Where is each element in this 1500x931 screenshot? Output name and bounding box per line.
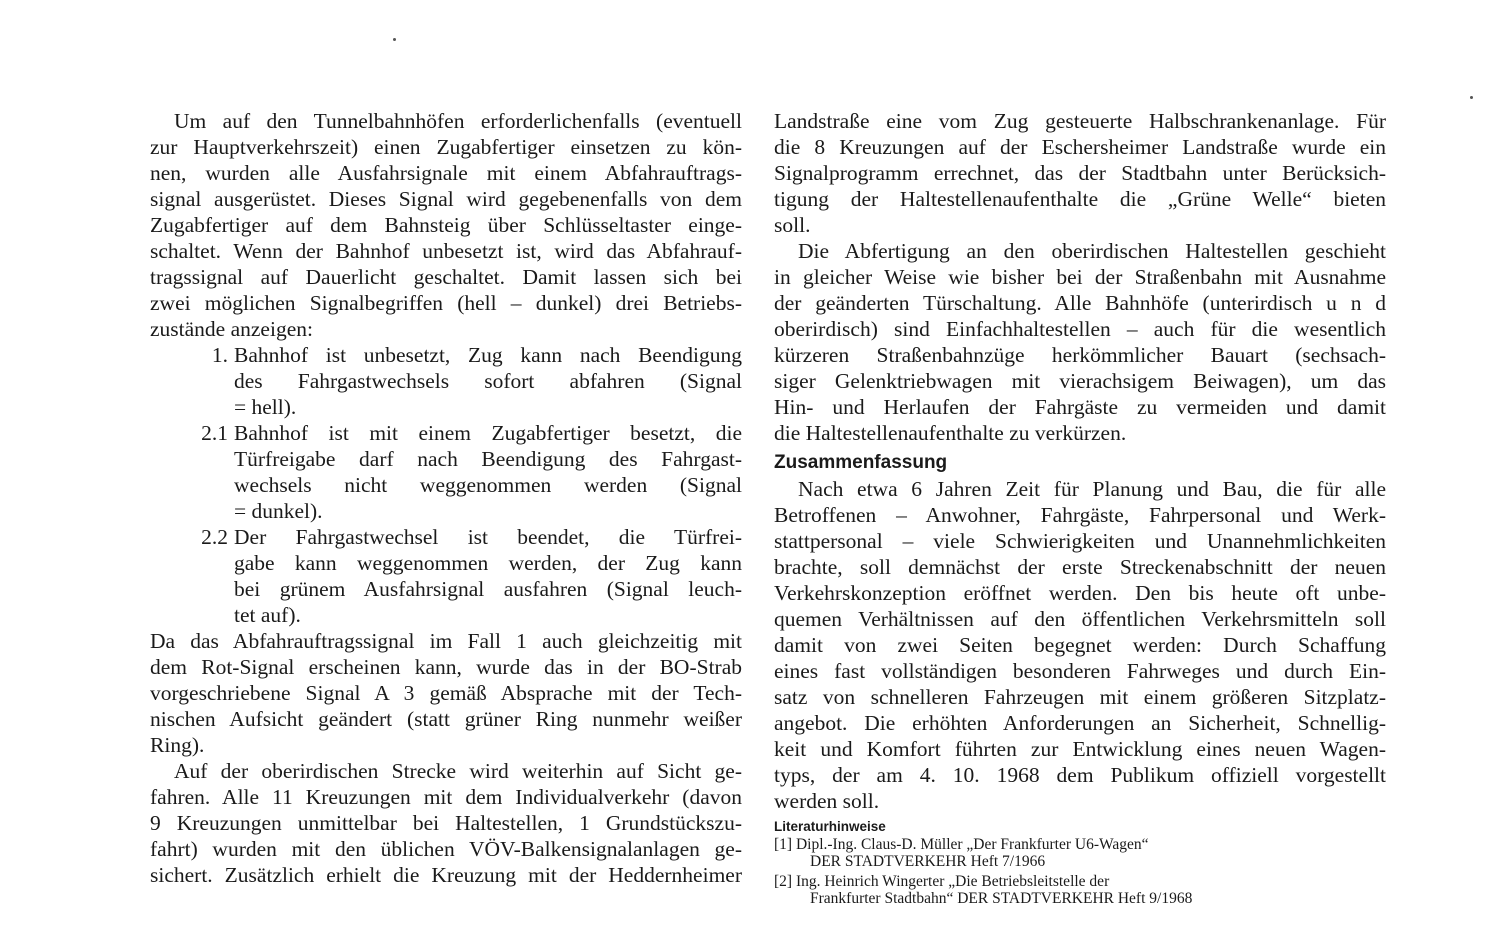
list-item — [188, 524, 742, 628]
text-line: Bahnhof ist unbesetzt, Zug kann nach Beendigung — [234, 343, 742, 367]
text-line: = dunkel). — [234, 499, 323, 523]
text-line: gabe kann weggenommen werden, der Zug kann — [234, 551, 742, 575]
text-line: dem Rot-Signal erscheinen kann, wurde das in der BO-Strab — [150, 655, 742, 679]
text-line: = hell). — [234, 395, 297, 419]
text-line: kürzeren Straßenbahnzüge herkömmlicher Bauart (sechsach- — [774, 343, 1386, 367]
text-line: soll. — [774, 213, 811, 237]
left-column — [150, 108, 742, 888]
list-item-body — [234, 342, 742, 420]
text-line: typs, der am 4. 10. 1968 dem Publikum offiziell vorgestellt — [774, 763, 1386, 787]
text-line: signal ausgerüstet. Dieses Signal wird gegebenenfalls von dem — [150, 187, 742, 211]
text-line: Signalprogramm errechnet, das der Stadtbahn unter Berücksich- — [774, 161, 1386, 185]
text-line: 9 Kreuzungen unmittelbar bei Haltestellen, 1 Grundstückszu- — [150, 811, 742, 835]
text-line: des Fahrgastwechsels sofort abfahren (Signal — [234, 369, 742, 393]
text-line: siger Gelenktriebwagen mit vierachsigem Beiwagen), um das — [774, 369, 1386, 393]
text-line: eines fast vollständigen besonderen Fahrweges und durch Ein- — [774, 659, 1386, 683]
list-item-number: 2.2 — [201, 525, 228, 549]
text-line: sichert. Zusätzlich erhielt die Kreuzung mit der Heddernheimer — [150, 863, 742, 887]
text-line: quemen Verhältnissen auf den öffentlichen Verkehrsmitteln soll — [774, 607, 1386, 631]
paragraph-tunnel-stations — [150, 108, 742, 342]
text-line: Bahnhof ist mit einem Zugabfertiger besetzt, die — [234, 421, 742, 445]
text-line: nen, wurden alle Ausfahrsignale mit einem Abfahrauftrags- — [150, 161, 742, 185]
text-line: bei grünem Ausfahrsignal ausfahren (Signal leuch- — [234, 577, 742, 601]
text-line: Betroffenen – Anwohner, Fahrgäste, Fahrpersonal und Werk- — [774, 503, 1386, 527]
paragraph-summary — [774, 476, 1386, 814]
list-item — [188, 342, 742, 420]
reference-line: Frankfurter Stadtbahn“ DER STADTVERKEHR Heft 9/1968 — [810, 890, 1193, 907]
text-line: stattpersonal – viele Schwierigkeiten und Unannehmlichkeiten — [774, 529, 1386, 553]
list-item-body — [234, 420, 742, 524]
reference-item — [774, 836, 1386, 870]
text-line: schaltet. Wenn der Bahnhof unbesetzt ist, wird das Abfahrauf- — [150, 239, 742, 263]
paragraph-signal-a3 — [150, 628, 742, 758]
paragraph-dispatch — [774, 238, 1386, 446]
text-line: Auf der oberirdischen Strecke wird weiterhin auf Sicht ge- — [174, 759, 742, 783]
text-line: Die Abfertigung an den oberirdischen Haltestellen geschieht — [798, 239, 1386, 263]
text-line: fahren. Alle 11 Kreuzungen mit dem Individualverkehr (davon — [150, 785, 742, 809]
list-item-number: 1. — [211, 343, 228, 367]
scan-speck — [393, 38, 396, 41]
text-line: Um auf den Tunnelbahnhöfen erforderlichenfalls (eventuell — [174, 109, 742, 133]
text-line: angebot. Die erhöhten Anforderungen an Sicherheit, Schnellig- — [774, 711, 1386, 735]
reference-line: DER STADTVERKEHR Heft 7/1966 — [810, 853, 1046, 870]
text-line: Hin- und Herlaufen der Fahrgäste zu vermeiden und damit — [774, 395, 1386, 419]
text-line: tragssignal auf Dauerlicht geschaltet. Damit lassen sich bei — [150, 265, 742, 289]
text-line: der geänderten Türschaltung. Alle Bahnhöfe (unterirdisch u n d — [774, 291, 1386, 315]
text-line: Landstraße eine vom Zug gesteuerte Halbschrankenanlage. Für — [774, 109, 1386, 133]
text-line: Nach etwa 6 Jahren Zeit für Planung und Bau, die für alle — [798, 477, 1386, 501]
text-line: fahrt) wurden mit den üblichen VÖV-Balkensignalanlagen ge- — [150, 837, 742, 861]
text-line: werden soll. — [774, 789, 880, 813]
list-item — [188, 420, 742, 524]
text-line: brachte, soll demnächst der erste Streckenabschnitt der neuen — [774, 555, 1386, 579]
reference-line: [2] Ing. Heinrich Wingerter „Die Betriebsleitstelle der — [774, 873, 1110, 890]
reference-list — [774, 836, 1386, 907]
text-line: Verkehrskonzeption eröffnet werden. Den bis heute oft unbe- — [774, 581, 1386, 605]
text-line: Der Fahrgastwechsel ist beendet, die Türfrei- — [234, 525, 742, 549]
text-line: zwei möglichen Signalbegriffen (hell – dunkel) drei Betriebs- — [150, 291, 742, 315]
text-line: nischen Aufsicht geändert (statt grüner Ring nunmehr weißer — [150, 707, 742, 731]
text-line: die Haltestellenaufenthalte zu verkürzen. — [774, 421, 1127, 445]
paragraph-surface-route — [150, 758, 742, 888]
text-line: keit und Komfort führten zur Entwicklung eines neuen Wagen- — [774, 737, 1386, 761]
scan-speck — [1470, 96, 1473, 99]
right-column — [774, 108, 1386, 907]
text-line: damit von zwei Seiten begegnet werden: Durch Schaffung — [774, 633, 1386, 657]
text-line: tet auf). — [234, 603, 301, 627]
text-line: oberirdisch) sind Einfachhaltestellen – auch für die wesentlich — [774, 317, 1386, 341]
section-heading: Zusammenfassung — [774, 452, 948, 473]
text-line: Zugabfertiger auf dem Bahnsteig über Schlüsseltaster einge- — [150, 213, 742, 237]
text-line: Ring). — [150, 733, 205, 757]
text-line: Da das Abfahrauftragssignal im Fall 1 auch gleichzeitig mit — [150, 629, 742, 653]
reference-item — [774, 873, 1386, 907]
text-line: wechsels nicht weggenommen werden (Signal — [234, 473, 742, 497]
operating-states-list — [188, 342, 742, 628]
text-line: zur Hauptverkehrszeit) einen Zugabfertiger einsetzen zu kön- — [150, 135, 742, 159]
text-line: vorgeschriebene Signal A 3 gemäß Absprache mit der Tech- — [150, 681, 742, 705]
text-line: tigung der Haltestellenaufenthalte die „Grüne Welle“ bieten — [774, 187, 1386, 211]
list-item-number: 2.1 — [201, 421, 228, 445]
paragraph-level-crossings — [774, 108, 1386, 238]
reference-line: [1] Dipl.-Ing. Claus-D. Müller „Der Frankfurter U6-Wagen“ — [774, 836, 1149, 853]
text-line: in gleicher Weise wie bisher bei der Straßenbahn mit Ausnahme — [774, 265, 1386, 289]
text-line: die 8 Kreuzungen auf der Eschersheimer Landstraße wurde ein — [774, 135, 1386, 159]
text-line: Türfreigabe darf nach Beendigung des Fahrgast- — [234, 447, 742, 471]
list-item-body — [234, 524, 742, 628]
literature-heading: Literaturhinweise — [774, 819, 886, 834]
text-line: zustände anzeigen: — [150, 317, 313, 341]
text-line: satz von schnelleren Fahrzeugen mit einem größeren Sitzplatz- — [774, 685, 1386, 709]
